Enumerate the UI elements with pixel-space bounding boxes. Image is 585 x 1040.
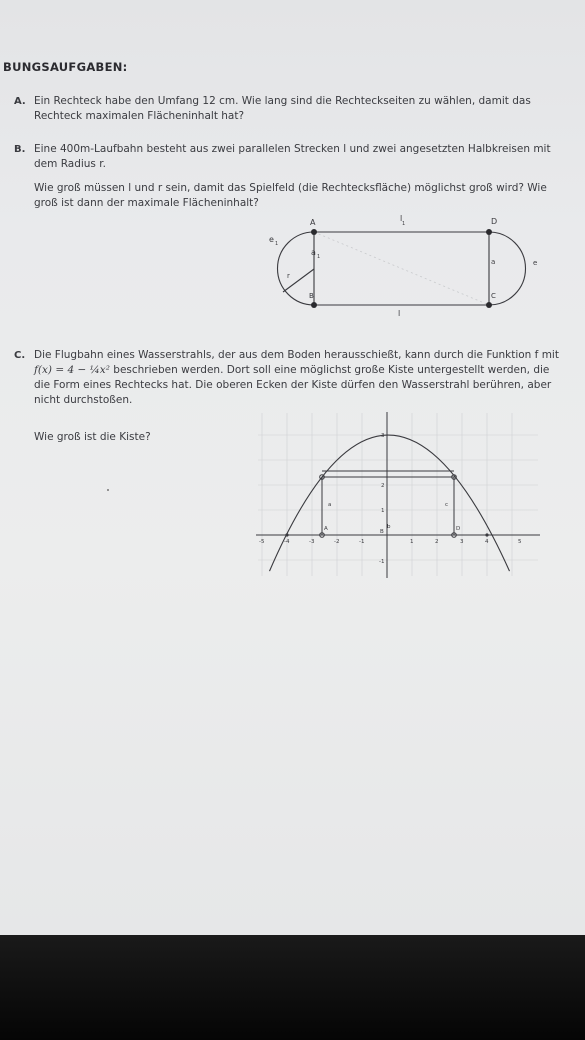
label-e: e <box>533 259 538 267</box>
label-r: r <box>287 272 290 280</box>
root-right <box>485 533 488 536</box>
point-D-label: D <box>456 526 461 532</box>
task-c-letter: C. <box>14 350 26 361</box>
x-tick-neg3: -3 <box>309 539 315 545</box>
side-a-label: a <box>328 502 332 508</box>
side-c-label: c <box>445 502 449 508</box>
x-tick-neg1: -1 <box>359 539 365 545</box>
point-a-dot <box>311 229 317 235</box>
label-l1: l <box>400 214 403 223</box>
task-c-text-post: beschrieben werden. Dort soll eine möglichst große Kiste untergestellt werden, die die Form eines Rechtecks hat. Die oberen Ecken der Kiste dürfen den Wasserstrahl berühren, aber nicht durchstoßen. <box>34 364 552 406</box>
y-tick-neg1: -1 <box>379 559 385 565</box>
parabola-curve <box>270 435 510 571</box>
task-b-text-1: Eine 400m-Laufbahn besteht aus zwei parallelen Strecken l und zwei angesetzten Halbkreisen mit dem Radius r. <box>34 143 551 170</box>
task-c-question <box>34 430 234 445</box>
y-tick-1: 1 <box>381 508 385 514</box>
label-B: B <box>309 292 314 300</box>
parabola-graph <box>248 408 544 580</box>
label-a1: a <box>311 248 316 257</box>
point-c-dot <box>486 302 492 308</box>
task-c-text-pre: Die Flugbahn eines Wasserstrahls, der aus dem Boden herausschießt, kann durch die Funktion f mit <box>34 349 559 361</box>
speck <box>107 489 109 491</box>
label-D: D <box>491 217 498 226</box>
label-e1-sub: 1 <box>275 241 279 247</box>
task-b <box>14 142 562 220</box>
root-left <box>285 533 288 536</box>
task-c-question-text: Wie groß ist die Kiste? <box>34 431 151 443</box>
task-c-formula: f(x) = 4 − ¼x² <box>34 364 110 376</box>
point-A-label: A <box>324 526 328 532</box>
point-d-dot <box>486 229 492 235</box>
x-tick-neg4: -4 <box>284 539 290 545</box>
table-surface <box>0 935 585 1040</box>
x-tick-1: 1 <box>410 539 414 545</box>
task-a <box>14 94 562 124</box>
label-a1-sub: 1 <box>317 254 321 260</box>
label-l1-sub: 1 <box>402 221 406 227</box>
point-b-dot <box>311 302 317 308</box>
side-b-label: b <box>387 524 391 530</box>
label-C: C <box>491 292 496 300</box>
task-b-text-2: Wie groß müssen l und r sein, damit das Spielfeld (die Rechtecksfläche) möglichst groß wird? Wie groß ist dann der maximale Flächeninhalt? <box>34 182 547 209</box>
x-tick-neg5: -5 <box>259 539 265 545</box>
label-l: l <box>398 309 401 318</box>
x-tick-4: 4 <box>485 539 489 545</box>
label-a: a <box>491 258 496 266</box>
y-tick-3: 3 <box>381 433 385 439</box>
x-tick-5: 5 <box>518 539 522 545</box>
worksheet-heading: BUNGSAUFGABEN: <box>3 60 128 74</box>
task-a-text: Ein Rechteck habe den Umfang 12 cm. Wie lang sind die Rechteckseiten zu wählen, damit das Rechteck maximalen Flächeninhalt hat? <box>34 95 531 122</box>
x-tick-2: 2 <box>435 539 439 545</box>
task-c <box>14 348 562 408</box>
x-tick-3: 3 <box>460 539 464 545</box>
x-tick-neg2: -2 <box>334 539 340 545</box>
task-b-letter: B. <box>14 144 26 155</box>
label-e1: e <box>269 235 274 244</box>
y-tick-2: 2 <box>381 483 385 489</box>
task-a-letter: A. <box>14 96 26 107</box>
running-track-figure <box>265 212 555 320</box>
point-B-label: B <box>380 529 384 535</box>
label-A: A <box>310 218 316 227</box>
